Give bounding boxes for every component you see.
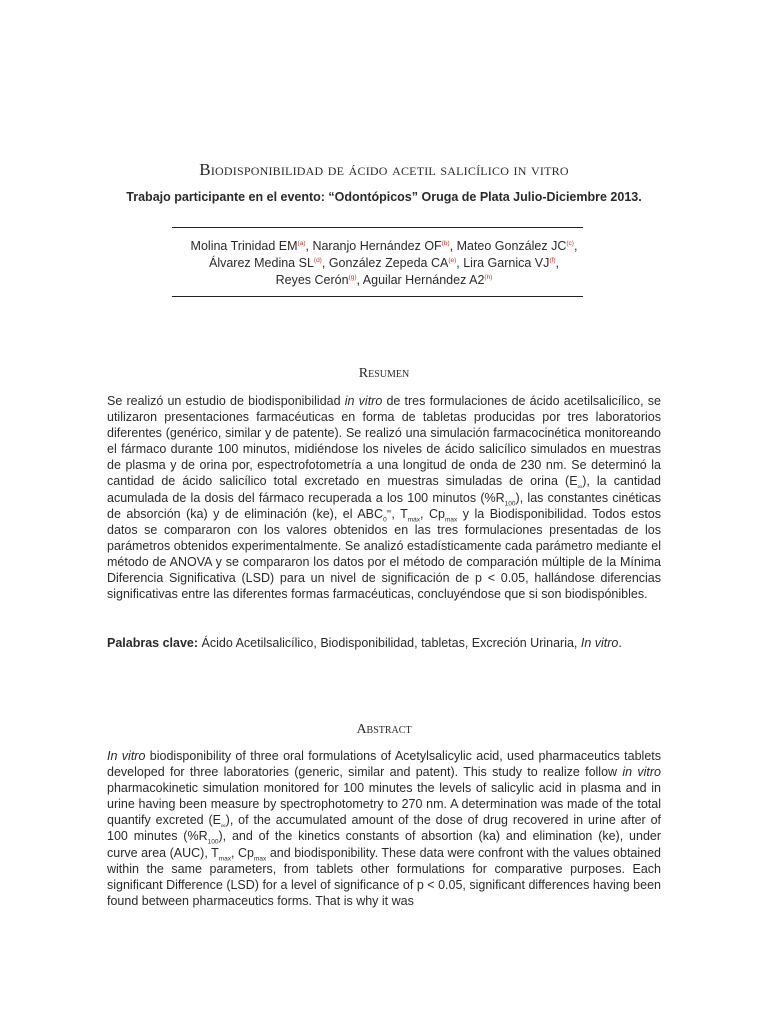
author-ref: (h) <box>484 273 493 281</box>
keywords-line: Palabras clave: Ácido Acetilsalicílico, Biodisponibilidad, tabletas, Excreción Urinaria, In vitro. <box>107 636 622 650</box>
author-list: Molina Trinidad EM$^{(a)}$, Naranjo Hernández OF$^{(b)}$, Mateo González JC$^{(c)}$, Álvarez Medina SL$^{(d)}$, González Zepeda CA$^{(e)}$, Lira Garnica VJ$^{(f)}$, Reyes Cerón$^{(g)}$, Aguilar Hernández A2$^{(h)}$ <box>190 239 578 287</box>
author-ref: (c) <box>566 239 574 247</box>
resumen-heading: Resumen <box>358 366 410 381</box>
author-ref: (a) <box>297 239 306 247</box>
author-name: Naranjo Hernández OF <box>312 239 442 253</box>
paper-title: Biodisponibilidad de ácido acetil salicílico in vitro <box>199 160 569 179</box>
author-name: Álvarez Medina SL <box>208 256 314 270</box>
bottom-rule <box>172 296 583 297</box>
author-name: Lira Garnica VJ <box>463 256 550 270</box>
resumen-paragraph: Se realizó un estudio de biodisponibilidad in vitro de tres formulaciones de ácido acetilsalicílico, se utilizaron presentaciones farmacéuticas en forma de tabletas producidas por tres laboratorios diferentes (genérico, similar y de patente). Se realizó una simulación farmacocinética monitoreando el fármaco durante 100 minutos, midiéndose los niveles de ácido salicílico simulados en muestras de plasma y de orina por, espectrofotometría a una longitud de onda de 230 nm. Se determinó la cantidad de ácido salicílico total excretado en muestras simuladas de orina $(E_\infty)$, la cantidad acumulada de la dosis del fármaco recuperada a los 100 minutos $(\%R_{100})$, las constantes cinéticas de absorción (ka) y de eliminación (ke), el $ABC_0^\infty$, $T_{máx}$, $Cp_{max}$ y la Biodisponibilidad. Todos estos datos se compararon con los valores obtenidos en las tres formulaciones presentadas de los parámetros obtenidos experimentalmente. Se analizó estadísticamente cada parámetro mediante el método de ANOVA y se compararon los datos por el método de comparación múltiple de la Mínima Diferencia Significativa (LSD) para un nivel de significación de p < 0.05, hallándose diferencias significativas entre las diferentes formas farmacéuticas, concluyéndose que si son biodispónibles. <box>107 394 662 602</box>
top-rule <box>172 227 583 228</box>
abstract-heading: Abstract <box>356 722 412 737</box>
author-ref: (b) <box>441 239 450 247</box>
author-ref: (f) <box>549 256 556 264</box>
author-name: Mateo González JC <box>456 239 567 253</box>
paper-subtitle: Trabajo participante en el evento: “Odontópicos” Oruga de Plata Julio-Diciembre 2013. <box>126 190 642 204</box>
author-name: Aguilar Hernández A2 <box>362 273 485 287</box>
abstract-paragraph: In vitro biodisponibility of three oral formulations of Acetylsalicylic acid, used pharmaceutics tablets developed for three laboratories (generic, similar and patent). This study to realize follow in vitro pharmacokinetic simulation monitored for 100 minutes the levels of salicylic acid in plasma and in urine having been measure by spectrophotometry to 270 nm. A determination was made of the total quantify excreted $(E_\infty)$, of the accumulated amount of the dose of drug recovered in urine after of 100 minutes $(\%R_{100})$, and of the kinetics constants of absortion (ka) and elimination (ke), under curve area (AUC), $T_{max}$, $Cp_{max}$ and biodisponibility. These data were confront with the values obtained within the same parameters, from tablets other formulations for comparative purposes. Each significant Difference (LSD) for a level of significance of p < 0.05, significant differences having been found between pharmaceutics forms. That is why it was <box>107 749 662 908</box>
author-ref: (e) <box>448 256 457 264</box>
author-name: Reyes Cerón <box>275 273 349 287</box>
keywords-label: Palabras clave: <box>107 636 199 650</box>
author-name: Molina Trinidad EM <box>190 239 298 253</box>
author-ref: (d) <box>313 256 322 264</box>
author-name: González Zepeda CA <box>328 256 449 270</box>
author-ref: (g) <box>348 273 357 281</box>
